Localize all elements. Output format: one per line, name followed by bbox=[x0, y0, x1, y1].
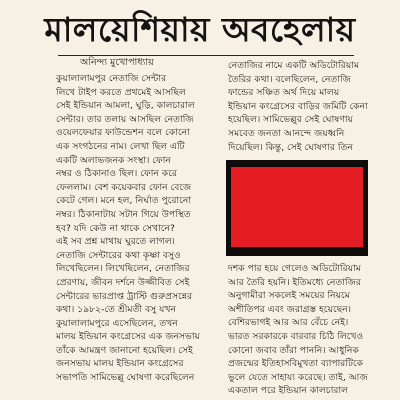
text-line: তৈরির কথা। বলেছিলেন, নেতাজি bbox=[228, 73, 351, 85]
headline: মালয়েশিয়ায় অবহেলায় bbox=[44, 10, 356, 49]
text-line: তাঁকে আমন্ত্রণ জানানো হয়েছিল। সেই bbox=[56, 344, 193, 356]
text-line: সেন্টারের ভারপ্রাপ্ত ট্রাস্টি গুরুপ্রসন্নের bbox=[56, 290, 193, 302]
text-line: আর তৈরি হয়নি। ইতিমধ্যে নেতাজির bbox=[228, 276, 361, 288]
article-column-right-bottom bbox=[228, 262, 368, 398]
text-line: সমবেত জনতা আনন্দে জয়ধ্বনি bbox=[228, 127, 345, 139]
text-line: কুয়ালালামপুর নেতাজি সেন্টার bbox=[56, 73, 167, 84]
text-line: প্রজন্মের ইতিহাসবিমুখতা ব্যাপারটিকে bbox=[228, 358, 364, 370]
text-line: ফান্ডের সঞ্চিত অর্থ দিয়ে মালয় bbox=[228, 87, 340, 99]
text-line: কথা। ১৯৮২-তে শ্রীমতী বসু যখন bbox=[56, 304, 176, 316]
text-line: প্রেরণায়, জীবন দর্শনে উজ্জীবিত সেই bbox=[56, 276, 190, 288]
text-line: বেশিরভাগই আর আর বেঁচে নেই। bbox=[228, 317, 349, 329]
text-line: দিয়েছিল। কিন্তু, সেই ঘোষণার তিন bbox=[228, 141, 353, 153]
text-line: ওয়েলফেয়ার ফাউন্ডেশন বলে কোনো bbox=[56, 127, 190, 139]
text-line: অনুগামীরা সকলেই সময়ের নিয়মে bbox=[228, 290, 350, 302]
text-line: কুয়ালালামপুরে এসেছিলেন, তখন bbox=[56, 317, 178, 329]
text-line: কোনো জবাব তাঁরা পাননি। আধুনিক bbox=[228, 344, 359, 356]
text-line: মালয় ইন্ডিয়ান কংগ্রেসের এক জনসভায় bbox=[56, 331, 200, 343]
text-line: এক সংগঠনের নাম। লেখা ছিল এটি bbox=[56, 140, 185, 152]
text-line: সভাপতি সামিভেল্লু ঘোষণা করেছিলেন bbox=[56, 372, 195, 384]
photo-red-panel bbox=[231, 167, 363, 247]
text-line: হয়েছিল। সামিভেল্লুর সেই ঘোষণায় bbox=[228, 114, 353, 126]
text-line: দশক পার হয়ে গেলেও অডিটোরিয়াম bbox=[228, 263, 361, 274]
byline: অনিন্দ্য মুখোপাধ্যায় bbox=[80, 57, 154, 68]
article-column-right-top bbox=[228, 59, 368, 154]
text-line: জনসভায় মালয় ইন্ডিয়ান কংগ্রেসের bbox=[56, 358, 184, 370]
article-column-left bbox=[56, 72, 218, 385]
text-line: সেই ইন্ডিয়ান আমলা, ঘুড়ি, কালচারাল bbox=[56, 100, 195, 112]
text-line: একতাল পরে ইন্ডিয়ান কালচারাল bbox=[228, 385, 348, 397]
text-line: নেতাজির নামে একটি অডিটোরিয়াম bbox=[228, 60, 359, 71]
text-line: নম্বর ও ঠিকানাও ছিল। ফোন করে bbox=[56, 168, 177, 180]
text-line: নেতাজি সেন্টারের কথা কৃষ্ণা বসুও bbox=[56, 249, 181, 261]
text-line: ফেললাম। বেশ কয়েকবার ফোন বেজে bbox=[56, 181, 192, 193]
article-photo bbox=[226, 160, 368, 256]
text-line: এই সব প্রশ্ন মাথায় ঘুরতে লাগল। bbox=[56, 236, 175, 248]
text-line: ভুলে যেতে সাহায্য করেছে। তাই, আজ bbox=[228, 371, 368, 383]
text-line: অশীতিপর এবং জরাগ্রস্ত হয়েছেন। bbox=[228, 303, 352, 315]
text-line: একটি অলাভজনক সংস্থা। ফোন bbox=[56, 154, 171, 166]
text-line: ইন্ডিয়ান কংগ্রেসের বাড়ির জমিটি কেনা bbox=[228, 100, 368, 112]
text-line: হব? যদি কেউ না থাকে সেখানে? bbox=[56, 222, 175, 234]
text-line: কেটে গেল। মনে হল, নির্ঘাত পুরোনো bbox=[56, 195, 192, 207]
text-line: লিখে টাইপ করতে প্রথমেই আসছিল bbox=[56, 86, 186, 98]
text-line: সেন্টার। তার তলায় আসছিল নেতাজি bbox=[56, 113, 194, 125]
text-line: লিখেছিলেন। লিখেছিলেন, নেতাজির bbox=[56, 263, 190, 275]
text-line: নম্বর। ঠিকানাটায় সটান গিয়ে উপস্থিত bbox=[56, 208, 191, 220]
text-line: ভারত সরকারকে বারবার চিঠি লিখেও bbox=[228, 330, 364, 342]
